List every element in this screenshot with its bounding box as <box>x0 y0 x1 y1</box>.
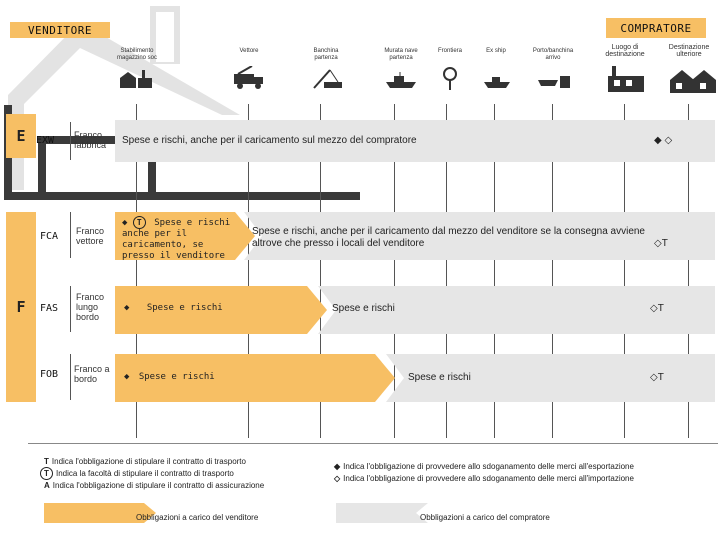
ship-icon <box>482 74 512 90</box>
location-label: Luogo di destinazione <box>605 44 645 58</box>
term-name: Franco a bordo <box>74 364 110 384</box>
seller-text-block <box>124 372 215 383</box>
legend-text: Indica la facoltà di stipulare il contratto di trasporto <box>56 469 234 478</box>
customs-marker: ◇T <box>650 372 664 383</box>
legend-export <box>334 461 714 472</box>
export-clearance-icon: ◆ <box>334 462 341 471</box>
location-label: Banchina partenza <box>313 48 339 61</box>
term-name: Franco lungo bordo <box>76 292 105 322</box>
seller-header: VENDITORE <box>10 22 110 38</box>
location-label: Stabilimento magazzino soc <box>116 48 158 61</box>
legend-text: Indica l'obbligazione di provvedere allo sdoganamento delle merci all'importazione <box>343 474 634 483</box>
location-label: Destinazione ulteriore <box>668 44 710 58</box>
group-f-label: F <box>6 212 36 402</box>
customs-marker: ◆ ◇ <box>654 135 673 146</box>
import-clearance-icon: ◇ <box>334 474 341 483</box>
export-clearance-icon: ◆ <box>124 303 130 313</box>
buyer-text: Spese e rischi <box>408 372 471 383</box>
transport-obligation-icon: T <box>44 457 49 466</box>
insurance-obligation-icon: A <box>44 481 50 490</box>
truck-icon <box>232 66 266 90</box>
buyer-text: Spese e rischi <box>332 303 395 314</box>
harbor-icon <box>536 70 572 90</box>
term-name: Franco fabbrica <box>74 130 107 150</box>
buyer-text: Spese e rischi, anche per il caricamento dal mezzo del venditore se la consegna avviene altrove che presso i locali del venditore <box>252 226 645 249</box>
legend-transport-option <box>40 467 330 480</box>
export-clearance-icon: ◆ <box>122 218 128 228</box>
legend-import <box>334 473 714 484</box>
legend-transport <box>44 456 334 467</box>
term-name: Franco vettore <box>76 226 105 246</box>
customs-marker: ◇T <box>650 303 664 314</box>
seller-legend-label: Obbligazioni a carico del venditore <box>136 513 259 522</box>
export-clearance-icon: ◆ <box>124 372 130 382</box>
term-code: FCA <box>40 231 59 242</box>
ship-icon <box>384 72 418 90</box>
buyer-legend-swatch <box>336 503 428 523</box>
seller-text-block <box>122 216 234 262</box>
seller-text: Spese e rischi <box>146 303 223 313</box>
group-e-label: E <box>6 114 36 158</box>
buyer-legend-label: Obbligazioni a carico del compratore <box>420 513 550 522</box>
location-label: Ex ship <box>486 48 506 54</box>
border-sign-icon <box>438 66 462 90</box>
location-label: Vettore <box>239 48 259 54</box>
seller-text-block <box>124 303 223 314</box>
factory-icon <box>118 68 154 90</box>
legend-text: Indica l'obbligazione di stipulare il contratto di trasporto <box>51 457 246 466</box>
legend-text: Indica l'obbligazione di stipulare il contratto di assicurazione <box>52 481 265 490</box>
term-code: EXW <box>36 135 55 146</box>
term-code: FAS <box>40 303 59 314</box>
legend-insurance <box>44 480 334 491</box>
crane-icon <box>310 68 344 90</box>
term-code: FOB <box>40 369 59 380</box>
destination-factory-icon <box>606 64 646 94</box>
customs-marker: ◇T <box>654 238 668 249</box>
location-label: Murata nave partenza <box>384 48 418 61</box>
buyer-header: COMPRATORE <box>606 18 706 38</box>
transport-option-icon: T <box>40 467 53 480</box>
transport-option-icon: T <box>133 216 146 229</box>
location-label: Porto/banchina arrivo <box>532 48 574 61</box>
seller-text: Spese e rischi anche per il caricamento, se presso il venditore <box>122 218 231 261</box>
buyer-text: Spese e rischi, anche per il caricamento sul mezzo del compratore <box>122 135 417 146</box>
seller-text: Spese e rischi <box>138 372 215 382</box>
houses-icon <box>668 66 718 94</box>
location-label: Frontiera <box>437 48 462 54</box>
legend-text: Indica l'obbligazione di provvedere allo sdoganamento delle merci all'esportazione <box>343 462 634 471</box>
